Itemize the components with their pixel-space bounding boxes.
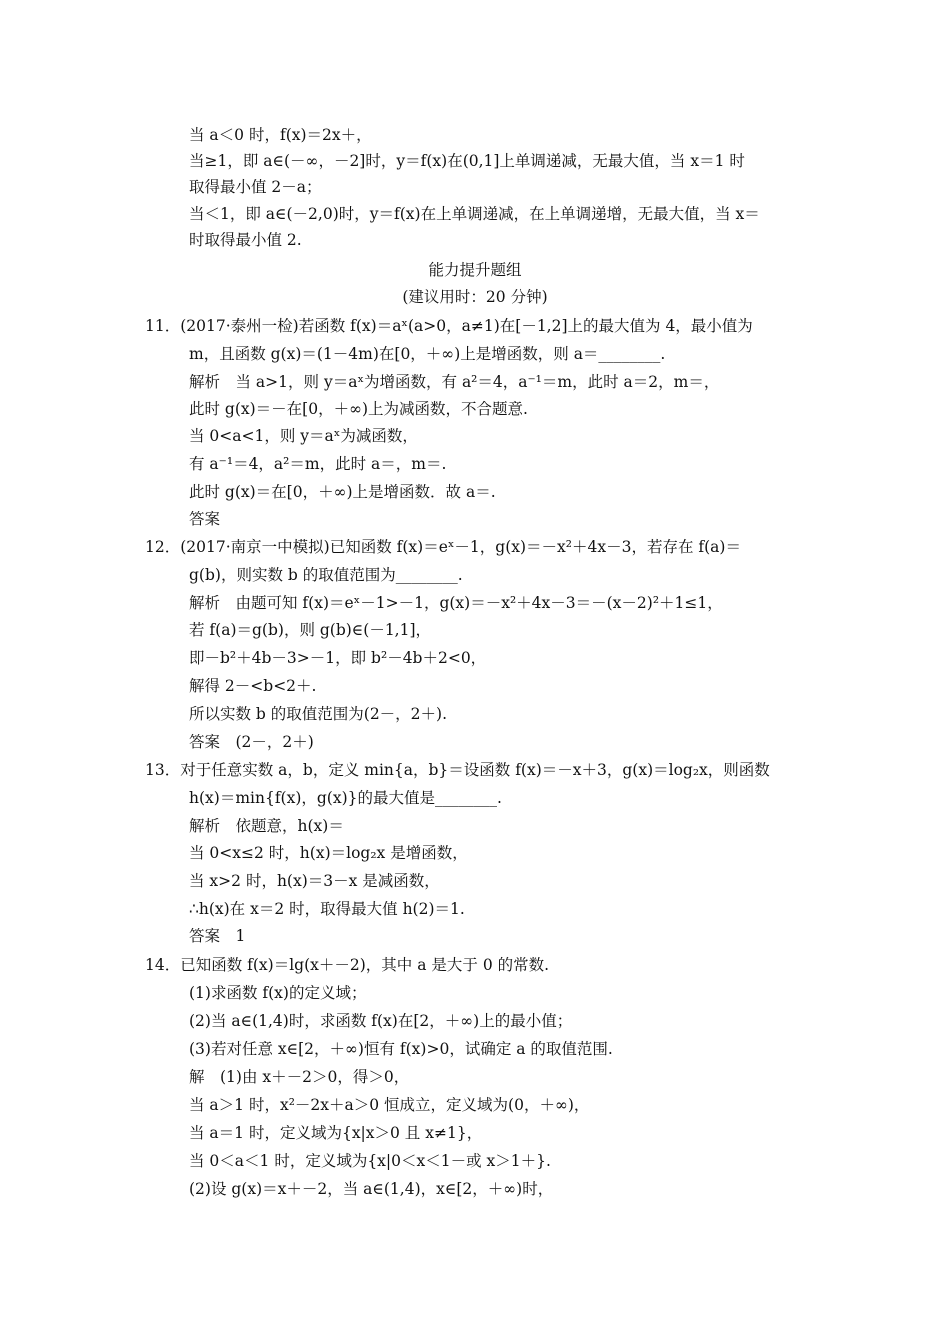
q11-line-3: 解析 当 a>1，则 y＝aˣ为增函数，有 a²＝4，a⁻¹＝m，此时 a＝2，m＝，: [189, 373, 720, 391]
q14-line-4: (3)若对任意 x∈[2，＋∞)恒有 f(x)>0，试确定 a 的取值范围.: [189, 1040, 613, 1058]
q12-line-2: g(b)，则实数 b 的取值范围为________.: [189, 566, 463, 584]
q13-line-3: 解析 依题意，h(x)＝: [189, 817, 344, 835]
q11-line-4: 此时 g(x)＝－在[0，＋∞)上为减函数，不合题意.: [189, 400, 528, 418]
q12-line-5: 即－b²＋4b－3>－1，即 b²－4b＋2<0，: [189, 649, 487, 667]
q13-line-1: 13．对于任意实数 a，b，定义 min{a，b}＝设函数 f(x)＝－x＋3，g(x)＝log₂x，则函数: [145, 761, 770, 779]
intro-line-5: 时取得最小值 2.: [189, 231, 302, 249]
q13-line-5: 当 x>2 时，h(x)＝3－x 是减函数，: [189, 872, 440, 890]
q11-answer: 答案: [189, 510, 221, 528]
intro-line-3: 取得最小值 2－a；: [189, 178, 322, 196]
section-subtitle: (建议用时：20 分钟): [402, 288, 548, 306]
q13-line-6: ∴h(x)在 x＝2 时，取得最大值 h(2)＝1.: [189, 900, 465, 918]
q14-line-5: 解 (1)由 x＋－2＞0，得＞0，: [189, 1068, 410, 1086]
q12-line-7: 所以实数 b 的取值范围为(2－，2＋).: [189, 705, 448, 723]
q11-line-6: 有 a⁻¹＝4，a²＝m，此时 a＝，m＝.: [189, 455, 447, 473]
q14-line-1: 14．已知函数 f(x)＝lg(x＋－2)，其中 a 是大于 0 的常数.: [145, 956, 550, 974]
q14-line-6: 当 a＞1 时，x²－2x＋a＞0 恒成立，定义域为(0，＋∞)，: [189, 1096, 590, 1114]
q13-answer: 答案 1: [189, 927, 246, 945]
q14-line-9: (2)设 g(x)＝x＋－2，当 a∈(1,4)，x∈[2，＋∞)时，: [189, 1180, 554, 1198]
q14-line-8: 当 0＜a＜1 时，定义域为{x|0＜x＜1－或 x＞1＋}.: [189, 1152, 551, 1170]
q14-line-2: (1)求函数 f(x)的定义域；: [189, 984, 367, 1002]
q13-line-4: 当 0<x≤2 时，h(x)＝log₂x 是增函数，: [189, 844, 468, 862]
q14-line-7: 当 a＝1 时，定义域为{x|x＞0 且 x≠1}，: [189, 1124, 483, 1142]
q12-line-3: 解析 由题可知 f(x)＝eˣ－1>－1，g(x)＝－x²＋4x－3＝－(x－2)²＋1≤1，: [189, 594, 723, 612]
intro-line-1: 当 a＜0 时，f(x)＝2x＋，: [189, 126, 372, 144]
q12-line-4: 若 f(a)＝g(b)，则 g(b)∈(－1,1]，: [189, 621, 432, 639]
q11-line-2: m，且函数 g(x)＝(1－4m)在[0，＋∞)上是增函数，则 a＝________.: [189, 345, 666, 363]
section-title: 能力提升题组: [428, 261, 522, 279]
intro-line-2: 当≥1，即 a∈(－∞，－2]时，y＝f(x)在(0,1]上单调递减，无最大值，当 x＝1 时: [189, 152, 745, 170]
q11-line-5: 当 0<a<1，则 y＝aˣ为减函数，: [189, 427, 418, 445]
q14-line-3: (2)当 a∈(1,4)时，求函数 f(x)在[2，＋∞)上的最小值；: [189, 1012, 573, 1030]
q11-line-1: 11．(2017·泰州一检)若函数 f(x)＝aˣ(a>0，a≠1)在[－1,2]上的最大值为 4，最小值为: [145, 317, 753, 335]
q13-line-2: h(x)＝min{f(x)，g(x)}的最大值是________.: [189, 789, 502, 807]
q12-answer: 答案 (2－，2＋): [189, 733, 314, 751]
q12-line-6: 解得 2－<b<2＋.: [189, 677, 317, 695]
q11-line-7: 此时 g(x)＝在[0，＋∞)上是增函数．故 a＝.: [189, 483, 496, 501]
intro-line-4: 当＜1，即 a∈(－2,0)时，y＝f(x)在上单调递减，在上单调递增，无最大值，当 x＝: [189, 205, 760, 223]
q12-line-1: 12．(2017·南京一中模拟)已知函数 f(x)＝eˣ－1，g(x)＝－x²＋4x－3，若存在 f(a)＝: [145, 538, 741, 556]
